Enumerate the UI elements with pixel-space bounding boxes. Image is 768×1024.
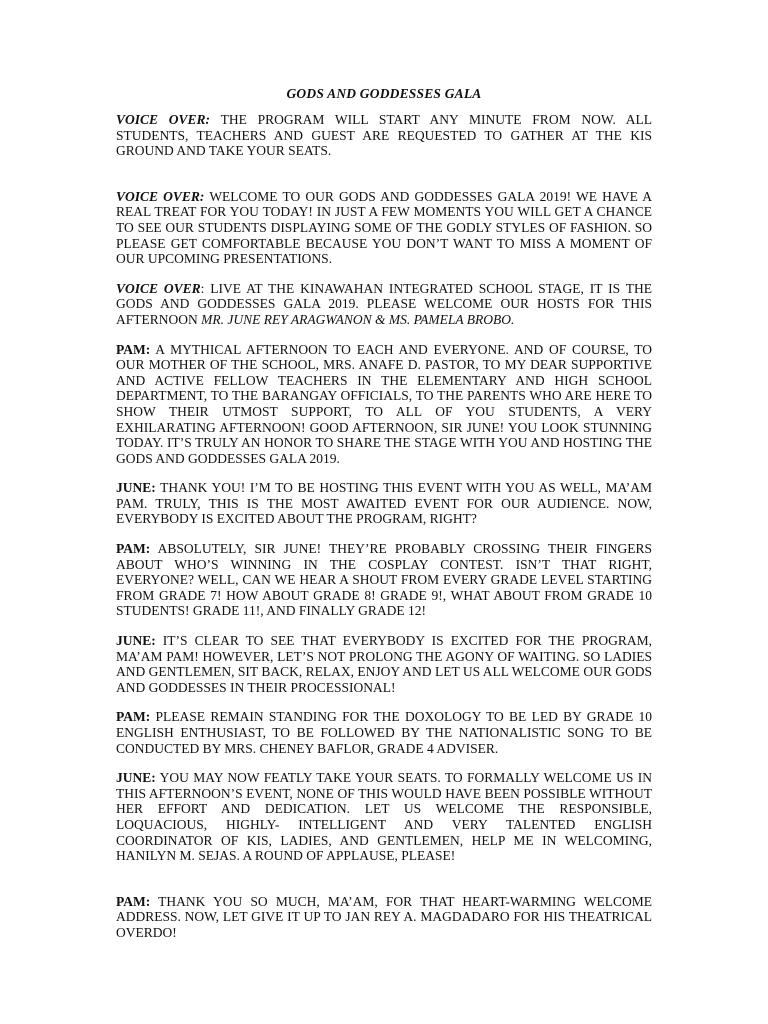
speaker-label: PAM: xyxy=(116,893,151,909)
paragraph-june-2 xyxy=(116,633,652,695)
paragraph-june-3 xyxy=(116,770,652,864)
hosts-names: MR. JUNE REY ARAGWANON & MS. PAMELA BROBO. xyxy=(201,311,515,327)
paragraph-pam-4 xyxy=(116,894,652,941)
paragraph-text: IT’S CLEAR TO SEE THAT EVERYBODY IS EXCITED FOR THE PROGRAM, MA’AM PAM! HOWEVER, LET’S NOT PROLONG THE AGONY OF WAITING. SO LADIES AND GENTLEMEN, SIT BACK, RELAX, ENJOY AND LET US ALL WELCOME OUR GODS AND GODDESSES IN THEIR PROCESSIONAL! xyxy=(116,633,652,695)
paragraph-text: ABSOLUTELY, SIR JUNE! THEY’RE PROBABLY CROSSING THEIR FINGERS ABOUT WHO’S WINNING IN THE COSPLAY CONTEST. ISN’T THAT RIGHT, EVERYONE? WELL, CAN WE HEAR A SHOUT FROM EVERY GRADE LEVEL STARTING FROM GRADE 7! HOW ABOUT GRADE 8! GRADE 9!, WHAT ABOUT FROM GRADE 10 STUDENTS! GRADE 11!, AND FINALLY GRADE 12! xyxy=(116,541,652,619)
speaker-label: VOICE OVER: xyxy=(116,188,205,204)
paragraph-voice-over-2 xyxy=(116,189,652,267)
speaker-label: PAM: xyxy=(116,709,151,725)
paragraph-text: PLEASE REMAIN STANDING FOR THE DOXOLOGY TO BE LED BY GRADE 10 ENGLISH ENTHUSIAST, TO BE FOLLOWED BY THE NATIONALISTIC SONG TO BE CONDUCTED BY MRS. CHENEY BAFLOR, GRADE 4 ADVISER. xyxy=(116,709,652,756)
paragraph-text: THANK YOU! I’M TO BE HOSTING THIS EVENT WITH YOU AS WELL, MA’AM PAM. TRULY, THIS IS THE MOST AWAITED EVENT FOR OUR AUDIENCE. NOW, EVERYBODY IS EXCITED ABOUT THE PROGRAM, RIGHT? xyxy=(116,480,652,527)
document-title: GODS AND GODDESSES GALA xyxy=(286,86,482,101)
paragraph-text: THANK YOU SO MUCH, MA’AM, FOR THAT HEART-WARMING WELCOME ADDRESS. NOW, LET GIVE IT UP TO JAN REY A. MAGDADARO FOR HIS THEATRICAL OVERDO! xyxy=(116,893,652,940)
paragraph-text: WELCOME TO OUR GODS AND GODDESSES GALA 2019! WE HAVE A REAL TREAT FOR YOU TODAY! IN JUST A FEW MOMENTS YOU WILL GET A CHANCE TO SEE OUR STUDENTS DISPLAYING SOME OF THE GODLY STYLES OF FASHION. SO PLEASE GET COMFORTABLE BECAUSE YOU DON’T WANT TO MISS A MOMENT OF OUR UPCOMING PRESENTATIONS. xyxy=(116,188,652,267)
paragraph-text: THE PROGRAM WILL START ANY MINUTE FROM NOW. ALL STUDENTS, TEACHERS AND GUEST ARE REQUESTED TO GATHER AT THE KIS GROUND AND TAKE YOUR SEATS. xyxy=(116,112,652,159)
speaker-label: VOICE OVER: xyxy=(116,112,211,127)
paragraph-pam-3 xyxy=(116,709,652,756)
speaker-label: VOICE OVER xyxy=(116,280,201,296)
paragraph-june-1 xyxy=(116,480,652,527)
speaker-label: PAM: xyxy=(116,341,151,357)
speaker-label: JUNE: xyxy=(116,770,156,786)
speaker-label: PAM: xyxy=(116,541,151,557)
paragraph-pam-1 xyxy=(116,342,652,467)
paragraph-text: : LIVE AT THE KINAWAHAN INTEGRATED SCHOOL STAGE, IT IS THE GODS AND GODDESSES GALA 2019. PLEASE WELCOME OUR HOSTS FOR THIS AFTERNOON xyxy=(116,280,653,327)
paragraph-text: A MYTHICAL AFTERNOON TO EACH AND EVERYONE. AND OF COURSE, TO OUR MOTHER OF THE SCHOOL, MRS. ANAFE D. PASTOR, TO MY DEAR SUPPORTIVE AND ACTIVE FELLOW TEACHERS IN THE ELEMENTARY AND HIGH SCHOOL DEPARTMENT, TO THE BARANGAY OFFICIALS, TO THE PARENTS WHO ARE HERE TO SHOW THEIR UTMOST SUPPORT, TO ALL OF YOU STUDENTS, A VERY EXHILARATING AFTERNOON! GOOD AFTERNOON, SIR JUNE! YOU LOOK STUNNING TODAY. IT’S TRULY AN HONOR TO SHARE THE STAGE WITH YOU AND HOSTING THE GODS AND GODDESSES GALA 2019. xyxy=(116,341,652,466)
paragraph-voice-over-3 xyxy=(116,281,652,328)
paragraph-pam-2 xyxy=(116,541,652,619)
speaker-label: JUNE: xyxy=(116,633,156,649)
paragraph-text: YOU MAY NOW FEATLY TAKE YOUR SEATS. TO FORMALLY WELCOME US IN THIS AFTERNOON’S EVENT, NONE OF THIS WOULD HAVE BEEN POSSIBLE WITHOUT HER EFFORT AND DEDICATION. LET US WELCOME THE RESPONSIBLE, LOQUACIOUS, HIGHLY- INTELLIGENT AND VERY TALENTED ENGLISH COORDINATOR OF KIS, LADIES, AND GENTLEMEN, HELP ME IN WELCOMING, HANILYN M. SEJAS. A ROUND OF APPLAUSE, PLEASE! xyxy=(116,770,652,864)
speaker-label: JUNE: xyxy=(116,480,156,496)
paragraph-voice-over-1 xyxy=(116,112,652,159)
